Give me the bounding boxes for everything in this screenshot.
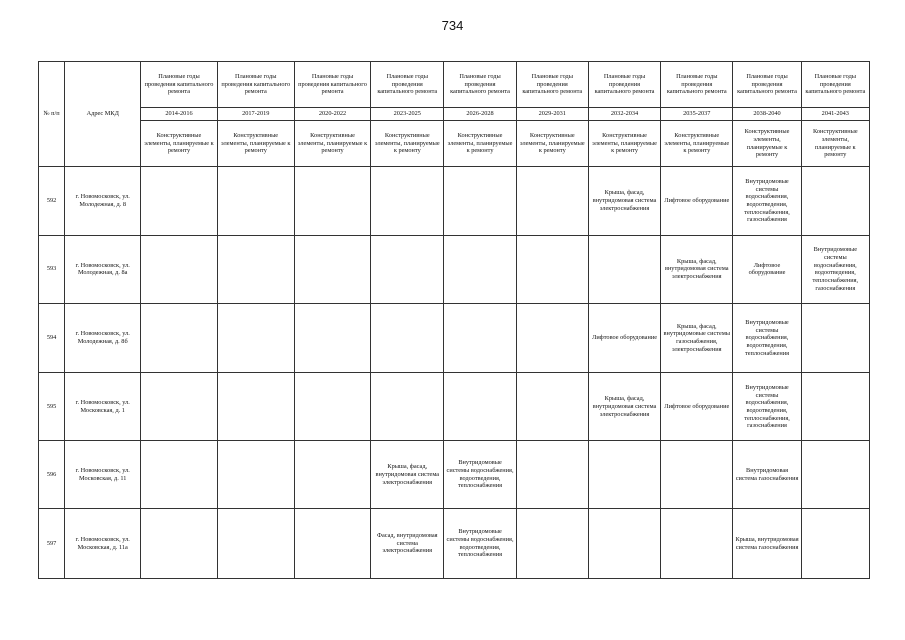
elements-header: Конструктивные элементы, планируемые к ремонту <box>801 121 869 167</box>
repair-cell: Крыша, фасад, внутридомовые системы газоснабжения, электроснабжения <box>661 303 733 373</box>
repair-cell <box>371 235 444 303</box>
period-header: 2032-2034 <box>588 108 660 121</box>
table-row <box>39 509 870 579</box>
repair-cell: Лифтовое оборудование <box>661 167 733 236</box>
repair-cell: Внутридомовые системы водоснабжения, водоотведения, теплоснабжения <box>733 303 801 373</box>
repair-cell <box>141 235 217 303</box>
table-body <box>39 167 870 579</box>
row-number: 594 <box>39 303 65 373</box>
row-address: г. Новомосковск, ул. Московская, д. 11а <box>65 509 141 579</box>
elements-header: Конструктивные элементы, планируемые к ремонту <box>141 121 217 167</box>
repair-cell <box>444 235 516 303</box>
repair-cell <box>141 441 217 509</box>
repair-cell <box>294 373 370 441</box>
row-number: 592 <box>39 167 65 236</box>
repair-cell: Лифтовое оборудование <box>661 373 733 441</box>
elements-header: Конструктивные элементы, планируемые к ремонту <box>444 121 516 167</box>
planned-years-header: Плановые годы проведения капитального ремонта <box>661 62 733 108</box>
repair-cell: Крыша, фасад, внутридомовая система электроснабжения <box>588 167 660 236</box>
repair-cell <box>217 509 294 579</box>
planned-years-header: Плановые годы проведения капитального ремонта <box>294 62 370 108</box>
repair-cell <box>141 167 217 236</box>
repair-cell <box>444 167 516 236</box>
repair-cell <box>444 373 516 441</box>
repair-cell <box>294 303 370 373</box>
row-address: г. Новомосковск, ул. Молодежная, д. 8б <box>65 303 141 373</box>
col-address-header: Адрес МКД <box>65 62 141 167</box>
elements-header: Конструктивные элементы, планируемые к ремонту <box>217 121 294 167</box>
row-number: 595 <box>39 373 65 441</box>
repair-cell <box>444 303 516 373</box>
repair-cell <box>371 167 444 236</box>
planned-years-header: Плановые годы проведения капитального ремонта <box>516 62 588 108</box>
table-row <box>39 441 870 509</box>
planned-years-header: Плановые годы проведения капитального ремонта <box>588 62 660 108</box>
repair-cell: Крыша, фасад, внутридомовая система электроснабжения <box>588 373 660 441</box>
row-number: 597 <box>39 509 65 579</box>
repair-cell: Крыша, фасад, внутридомовая система электроснабжения <box>371 441 444 509</box>
repair-cell <box>801 303 869 373</box>
repair-cell: Внутридомовая система газоснабжения <box>733 441 801 509</box>
elements-header: Конструктивные элементы, планируемые к ремонту <box>371 121 444 167</box>
table-row <box>39 303 870 373</box>
period-header: 2041-2043 <box>801 108 869 121</box>
period-header: 2020-2022 <box>294 108 370 121</box>
col-number-header: № п/п <box>39 62 65 167</box>
repair-cell <box>801 373 869 441</box>
row-address: г. Новомосковск, ул. Московская, д. 11 <box>65 441 141 509</box>
repair-cell: Крыша, внутридомовая система газоснабжения <box>733 509 801 579</box>
repair-cell <box>661 441 733 509</box>
row-address: г. Новомосковск, ул. Московская, д. 1 <box>65 373 141 441</box>
repair-cell <box>588 509 660 579</box>
planned-years-header: Плановые годы проведения капитального ремонта <box>444 62 516 108</box>
repair-cell <box>371 303 444 373</box>
repair-cell: Внутридомовые системы водоснабжения, водоотведения, теплоснабжения <box>444 441 516 509</box>
repair-cell <box>516 303 588 373</box>
repair-cell <box>141 373 217 441</box>
planned-years-header: Плановые годы проведения капитального ремонта <box>141 62 217 108</box>
period-header: 2029-2031 <box>516 108 588 121</box>
repair-cell: Внутридомовые системы водоснабжения, водоотведения, теплоснабжения, газоснабжения <box>733 167 801 236</box>
period-header: 2035-2037 <box>661 108 733 121</box>
row-address: г. Новомосковск, ул. Молодежная, д. 8 <box>65 167 141 236</box>
repair-cell <box>294 167 370 236</box>
header-row-periods <box>39 108 870 121</box>
page-number: 734 <box>441 18 464 33</box>
repair-cell <box>516 373 588 441</box>
repair-cell <box>588 235 660 303</box>
elements-header: Конструктивные элементы, планируемые к ремонту <box>661 121 733 167</box>
planned-years-header: Плановые годы проведения капитального ремонта <box>217 62 294 108</box>
elements-header: Конструктивные элементы, планируемые к ремонту <box>294 121 370 167</box>
repair-cell <box>141 303 217 373</box>
repair-cell: Крыша, фасад, внутридомовая система электроснабжения <box>661 235 733 303</box>
elements-header: Конструктивные элементы, планируемые к ремонту <box>588 121 660 167</box>
repair-cell <box>294 235 370 303</box>
repair-cell <box>294 441 370 509</box>
repair-cell <box>217 303 294 373</box>
repair-cell <box>371 373 444 441</box>
row-address: г. Новомосковск, ул. Молодежная, д. 8а <box>65 235 141 303</box>
row-number: 593 <box>39 235 65 303</box>
table-row <box>39 167 870 236</box>
repair-cell <box>516 235 588 303</box>
repair-cell <box>516 441 588 509</box>
planned-years-header: Плановые годы проведения капитального ремонта <box>733 62 801 108</box>
table-row <box>39 235 870 303</box>
repair-cell <box>801 167 869 236</box>
repair-cell: Лифтовое оборудование <box>733 235 801 303</box>
repair-cell: Внутридомовые системы водоснабжения, водоотведения, теплоснабжения <box>444 509 516 579</box>
period-header: 2023-2025 <box>371 108 444 121</box>
repair-cell <box>801 509 869 579</box>
header-row-planned-years <box>39 62 870 108</box>
row-number: 596 <box>39 441 65 509</box>
repair-cell <box>294 509 370 579</box>
repair-schedule-table <box>38 61 870 579</box>
period-header: 2038-2040 <box>733 108 801 121</box>
repair-cell: Внутридомовые системы водоснабжения, водоотведения, теплоснабжения, газоснабжения <box>733 373 801 441</box>
repair-cell <box>217 373 294 441</box>
repair-cell: Лифтовое оборудование <box>588 303 660 373</box>
elements-header: Конструктивные элементы, планируемые к ремонту <box>733 121 801 167</box>
repair-cell <box>661 509 733 579</box>
planned-years-header: Плановые годы проведения капитального ремонта <box>801 62 869 108</box>
repair-cell <box>516 509 588 579</box>
repair-cell <box>217 441 294 509</box>
period-header: 2017-2019 <box>217 108 294 121</box>
repair-cell <box>141 509 217 579</box>
repair-cell: Внутридомовые системы водоснабжения, водоотведения, теплоснабжения, газоснабжения <box>801 235 869 303</box>
period-header: 2014-2016 <box>141 108 217 121</box>
period-header: 2026-2028 <box>444 108 516 121</box>
repair-cell: Фасад, внутридомовая система электроснабжения <box>371 509 444 579</box>
planned-years-header: Плановые годы проведения капитального ремонта <box>371 62 444 108</box>
repair-cell <box>588 441 660 509</box>
repair-cell <box>801 441 869 509</box>
table-row <box>39 373 870 441</box>
repair-cell <box>217 167 294 236</box>
header-row-elements <box>39 121 870 167</box>
repair-cell <box>217 235 294 303</box>
repair-cell <box>516 167 588 236</box>
elements-header: Конструктивные элементы, планируемые к ремонту <box>516 121 588 167</box>
